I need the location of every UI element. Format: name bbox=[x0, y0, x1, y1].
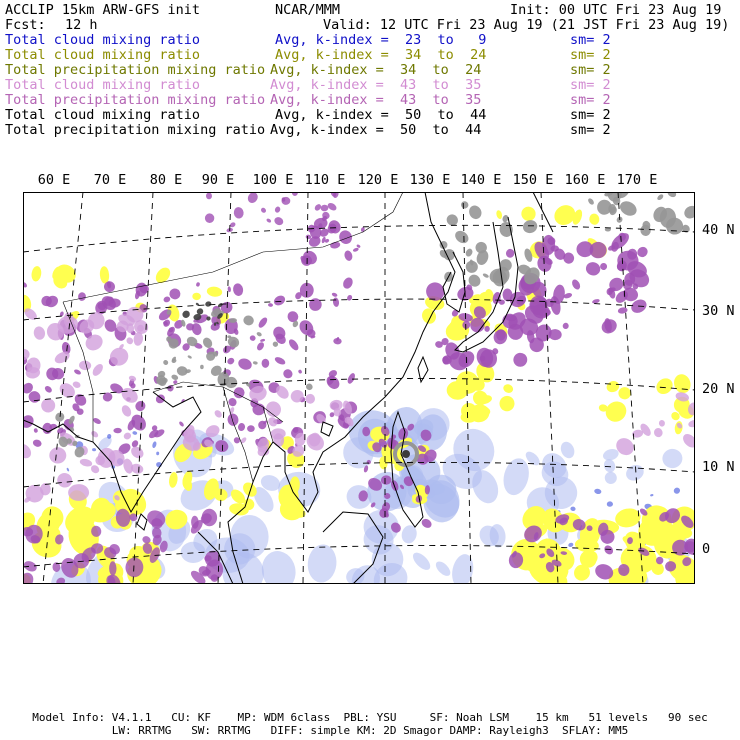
longitude-label: 150 E bbox=[512, 172, 554, 188]
layer-row bbox=[5, 63, 735, 78]
longitude-label: 170 E bbox=[616, 172, 658, 188]
latitude-label: 20 N bbox=[702, 381, 735, 397]
cloud-mixing-top bbox=[200, 365, 204, 369]
layer-row bbox=[5, 33, 735, 48]
layer-smoothing: sm= 2 bbox=[570, 62, 611, 78]
layer-name: Total precipitation mixing ratio bbox=[5, 92, 266, 108]
footer-model-info: Model Info: V4.1.1 CU: KF MP: WDM 6class PBL: YSU SF: Noah LSM 15 km 51 levels 90 sec bbox=[32, 711, 708, 724]
layer-name: Total precipitation mixing ratio bbox=[5, 122, 266, 138]
longitude-label: 140 E bbox=[460, 172, 502, 188]
layer-smoothing: sm= 2 bbox=[570, 47, 611, 63]
layer-k-index: Avg, k-index = 34 to 24 bbox=[270, 62, 482, 78]
org-label: NCAR/MMM bbox=[275, 2, 341, 18]
model-title: ACCLIP 15km ARW-GFS init bbox=[5, 2, 201, 18]
layer-name: Total precipitation mixing ratio bbox=[5, 62, 266, 78]
layer-name: Total cloud mixing ratio bbox=[5, 77, 201, 93]
precip-mixing-high bbox=[247, 425, 255, 432]
valid-time: Valid: 12 UTC Fri 23 Aug 19 (21 JST Fri 23 Aug 19) bbox=[323, 17, 730, 33]
latitude-label: 0 bbox=[702, 541, 711, 557]
longitude-label: 130 E bbox=[409, 172, 451, 188]
latitude-label: 30 N bbox=[702, 303, 735, 319]
cloud-mixing-mid bbox=[461, 412, 477, 423]
layer-k-index: Avg, k-index = 43 to 35 bbox=[270, 92, 482, 108]
layer-smoothing: sm= 2 bbox=[570, 122, 611, 138]
layer-k-index: Avg, k-index = 50 to 44 bbox=[275, 107, 487, 123]
longitude-label: 110 E bbox=[304, 172, 346, 188]
layer-name: Total cloud mixing ratio bbox=[5, 32, 201, 48]
longitude-label: 100 E bbox=[252, 172, 294, 188]
layer-k-index: Avg, k-index = 50 to 44 bbox=[270, 122, 482, 138]
layer-row bbox=[5, 108, 735, 123]
layer-k-index: Avg, k-index = 34 to 24 bbox=[275, 47, 487, 63]
layer-row bbox=[5, 123, 735, 138]
layer-row bbox=[5, 93, 735, 108]
forecast-map bbox=[23, 192, 695, 584]
layer-name: Total cloud mixing ratio bbox=[5, 47, 201, 63]
layer-smoothing: sm= 2 bbox=[570, 32, 611, 48]
longitude-label: 80 E bbox=[149, 172, 183, 188]
fcst-label: Fcst: bbox=[5, 17, 46, 33]
layer-smoothing: sm= 2 bbox=[570, 107, 611, 123]
longitude-label: 60 E bbox=[37, 172, 71, 188]
precip-mixing-high bbox=[262, 359, 270, 368]
latitude-label: 10 N bbox=[702, 459, 735, 475]
layer-name: Total cloud mixing ratio bbox=[5, 107, 201, 123]
longitude-label: 70 E bbox=[93, 172, 127, 188]
fcst-value: 12 h bbox=[65, 17, 98, 33]
longitude-label: 90 E bbox=[201, 172, 235, 188]
layer-row bbox=[5, 78, 735, 93]
layer-smoothing: sm= 2 bbox=[570, 92, 611, 108]
precip-mixing-high bbox=[542, 235, 555, 255]
latitude-label: 40 N bbox=[702, 222, 735, 238]
layer-k-index: Avg, k-index = 43 to 35 bbox=[270, 77, 482, 93]
typhoon-eye bbox=[402, 450, 410, 458]
init-time: Init: 00 UTC Fri 23 Aug 19 bbox=[510, 2, 722, 18]
layer-k-index: Avg, k-index = 23 to 9 bbox=[275, 32, 487, 48]
longitude-label: 160 E bbox=[564, 172, 606, 188]
layer-smoothing: sm= 2 bbox=[570, 77, 611, 93]
layer-row bbox=[5, 48, 735, 63]
longitude-label: 120 E bbox=[357, 172, 399, 188]
footer-physics-info: LW: RRTMG SW: RRTMG DIFF: simple KM: 2D Smagor DAMP: Rayleigh3 SFLAY: MM5 bbox=[111, 724, 629, 737]
